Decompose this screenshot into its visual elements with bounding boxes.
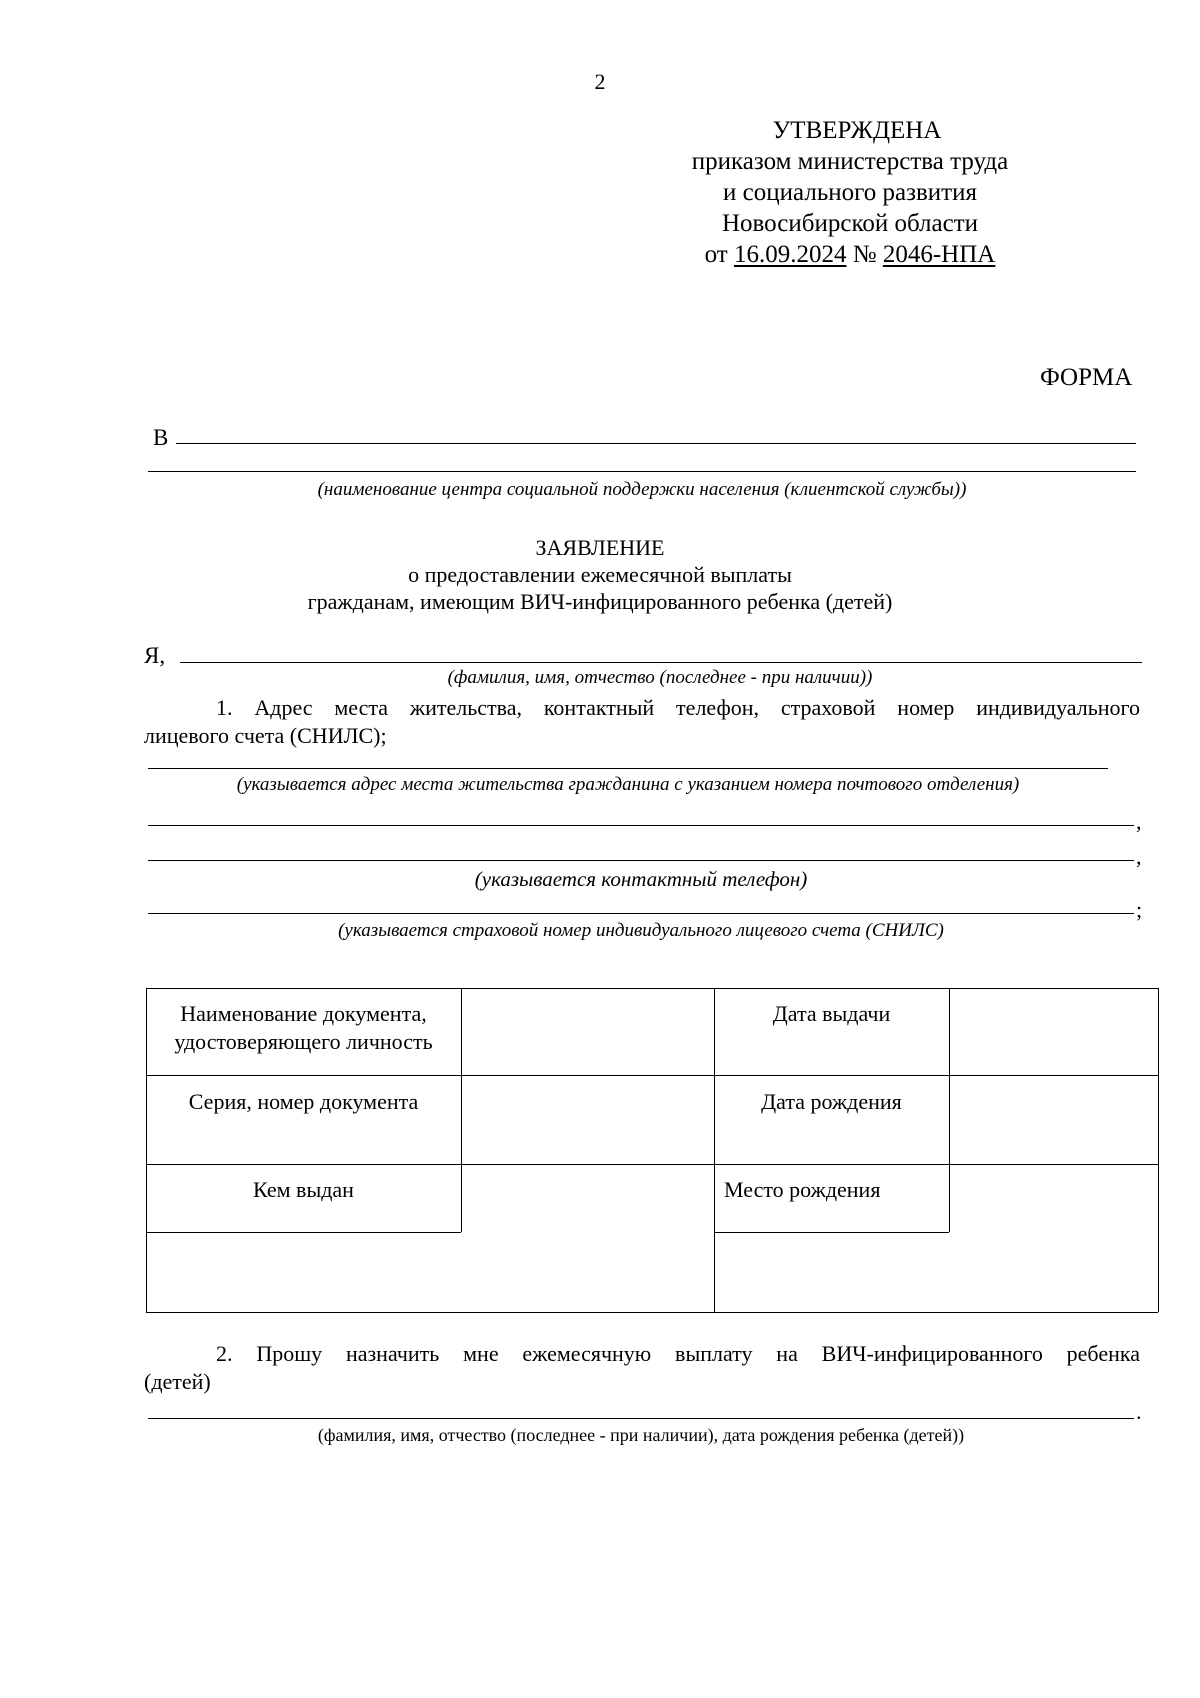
approval-date-prefix: от	[704, 241, 728, 268]
address-field-2[interactable]	[148, 825, 1134, 826]
issued-by-label: Кем выдан	[253, 1177, 354, 1202]
children-caption: (фамилия, имя, отчество (последнее - при наличии), дата рождения ребенка (детей))	[317, 1425, 965, 1445]
item2-line-1: 2. Прошу назначить мне ежемесячную выплату на ВИЧ-инфицированного ребенка	[216, 1341, 1140, 1366]
issued-by-value[interactable]	[148, 1234, 712, 1311]
table-border-top	[146, 988, 1158, 989]
address-field[interactable]	[148, 768, 1108, 769]
approval-date-line	[680, 239, 1020, 270]
series-number-label: Серия, номер документа	[188, 1089, 419, 1114]
phone-field[interactable]	[148, 860, 1134, 861]
applicant-prefix: Я,	[144, 643, 166, 668]
applicant-name-field[interactable]	[180, 662, 1142, 663]
birth-date-label: Дата рождения	[761, 1089, 902, 1114]
approval-block	[680, 115, 1020, 270]
address-caption: (указывается адрес места жительства гражданина с указанием номера почтового отделения)	[236, 774, 1020, 795]
approval-number: 2046-НПА	[882, 241, 996, 268]
doc-name-value[interactable]	[463, 990, 713, 1074]
page-number: 2	[594, 69, 606, 94]
table-col-divider-2	[714, 988, 715, 1312]
statement-title: ЗАЯВЛЕНИЕ	[535, 535, 665, 560]
phone-caption: (указывается контактный телефон)	[474, 867, 808, 891]
approval-title: УТВЕРЖДЕНА	[772, 117, 942, 144]
table-border-right	[1158, 988, 1159, 1312]
recipient-prefix: В	[153, 425, 169, 450]
approval-date: 16.09.2024	[734, 241, 847, 268]
snils-field[interactable]	[148, 913, 1134, 914]
table-row-divider-2	[146, 1164, 1158, 1165]
issue-date-label: Дата выдачи	[772, 1001, 891, 1026]
doc-name-label	[146, 1000, 461, 1055]
birth-place-label: Место рождения	[724, 1177, 881, 1202]
recipient-field-line-1[interactable]	[176, 443, 1136, 444]
table-col-divider-1	[461, 988, 462, 1232]
doc-name-line-1: Наименование документа,	[180, 1001, 427, 1026]
birth-date-value[interactable]	[951, 1077, 1157, 1163]
address-comma: ,	[1136, 809, 1142, 834]
form-label: ФОРМА	[1040, 364, 1133, 391]
issued-by-cell-bottom	[146, 1232, 461, 1233]
approval-line-1: приказом министерства труда	[691, 148, 1009, 175]
approval-number-sign: №	[852, 241, 877, 268]
recipient-caption: (наименование центра социальной поддержки населения (клиентской службы))	[317, 479, 967, 500]
series-number-value[interactable]	[463, 1077, 713, 1163]
children-period: .	[1136, 1399, 1142, 1424]
item2-line-2: (детей)	[144, 1369, 211, 1394]
phone-comma: ,	[1136, 844, 1142, 869]
birth-place-cell-bottom	[714, 1232, 949, 1233]
children-field[interactable]	[148, 1418, 1134, 1419]
item1-line-1: 1. Адрес места жительства, контактный телефон, страховой номер индивидуального	[216, 695, 1140, 720]
item1-line-2: лицевого счета (СНИЛС);	[144, 723, 387, 748]
applicant-caption: (фамилия, имя, отчество (последнее - при наличии))	[447, 667, 873, 688]
birth-place-value[interactable]	[716, 1234, 1157, 1311]
snils-caption: (указывается страховой номер индивидуального лицевого счета (СНИЛС)	[338, 920, 944, 941]
statement-subtitle-1: о предоставлении ежемесячной выплаты	[408, 562, 792, 587]
approval-line-2: и социального развития	[723, 179, 977, 206]
table-col-divider-3	[949, 988, 950, 1232]
doc-name-line-2: удостоверяющего личность	[174, 1028, 433, 1054]
approval-line-3: Новосибирской области	[721, 210, 979, 237]
statement-subtitle-2: гражданам, имеющим ВИЧ-инфицированного ребенка (детей)	[307, 589, 893, 614]
table-row-divider-1	[146, 1075, 1158, 1076]
recipient-field-line-2[interactable]	[148, 471, 1136, 472]
issue-date-value[interactable]	[951, 990, 1157, 1074]
table-border-bottom	[146, 1312, 1158, 1313]
snils-semicolon: ;	[1136, 897, 1143, 922]
